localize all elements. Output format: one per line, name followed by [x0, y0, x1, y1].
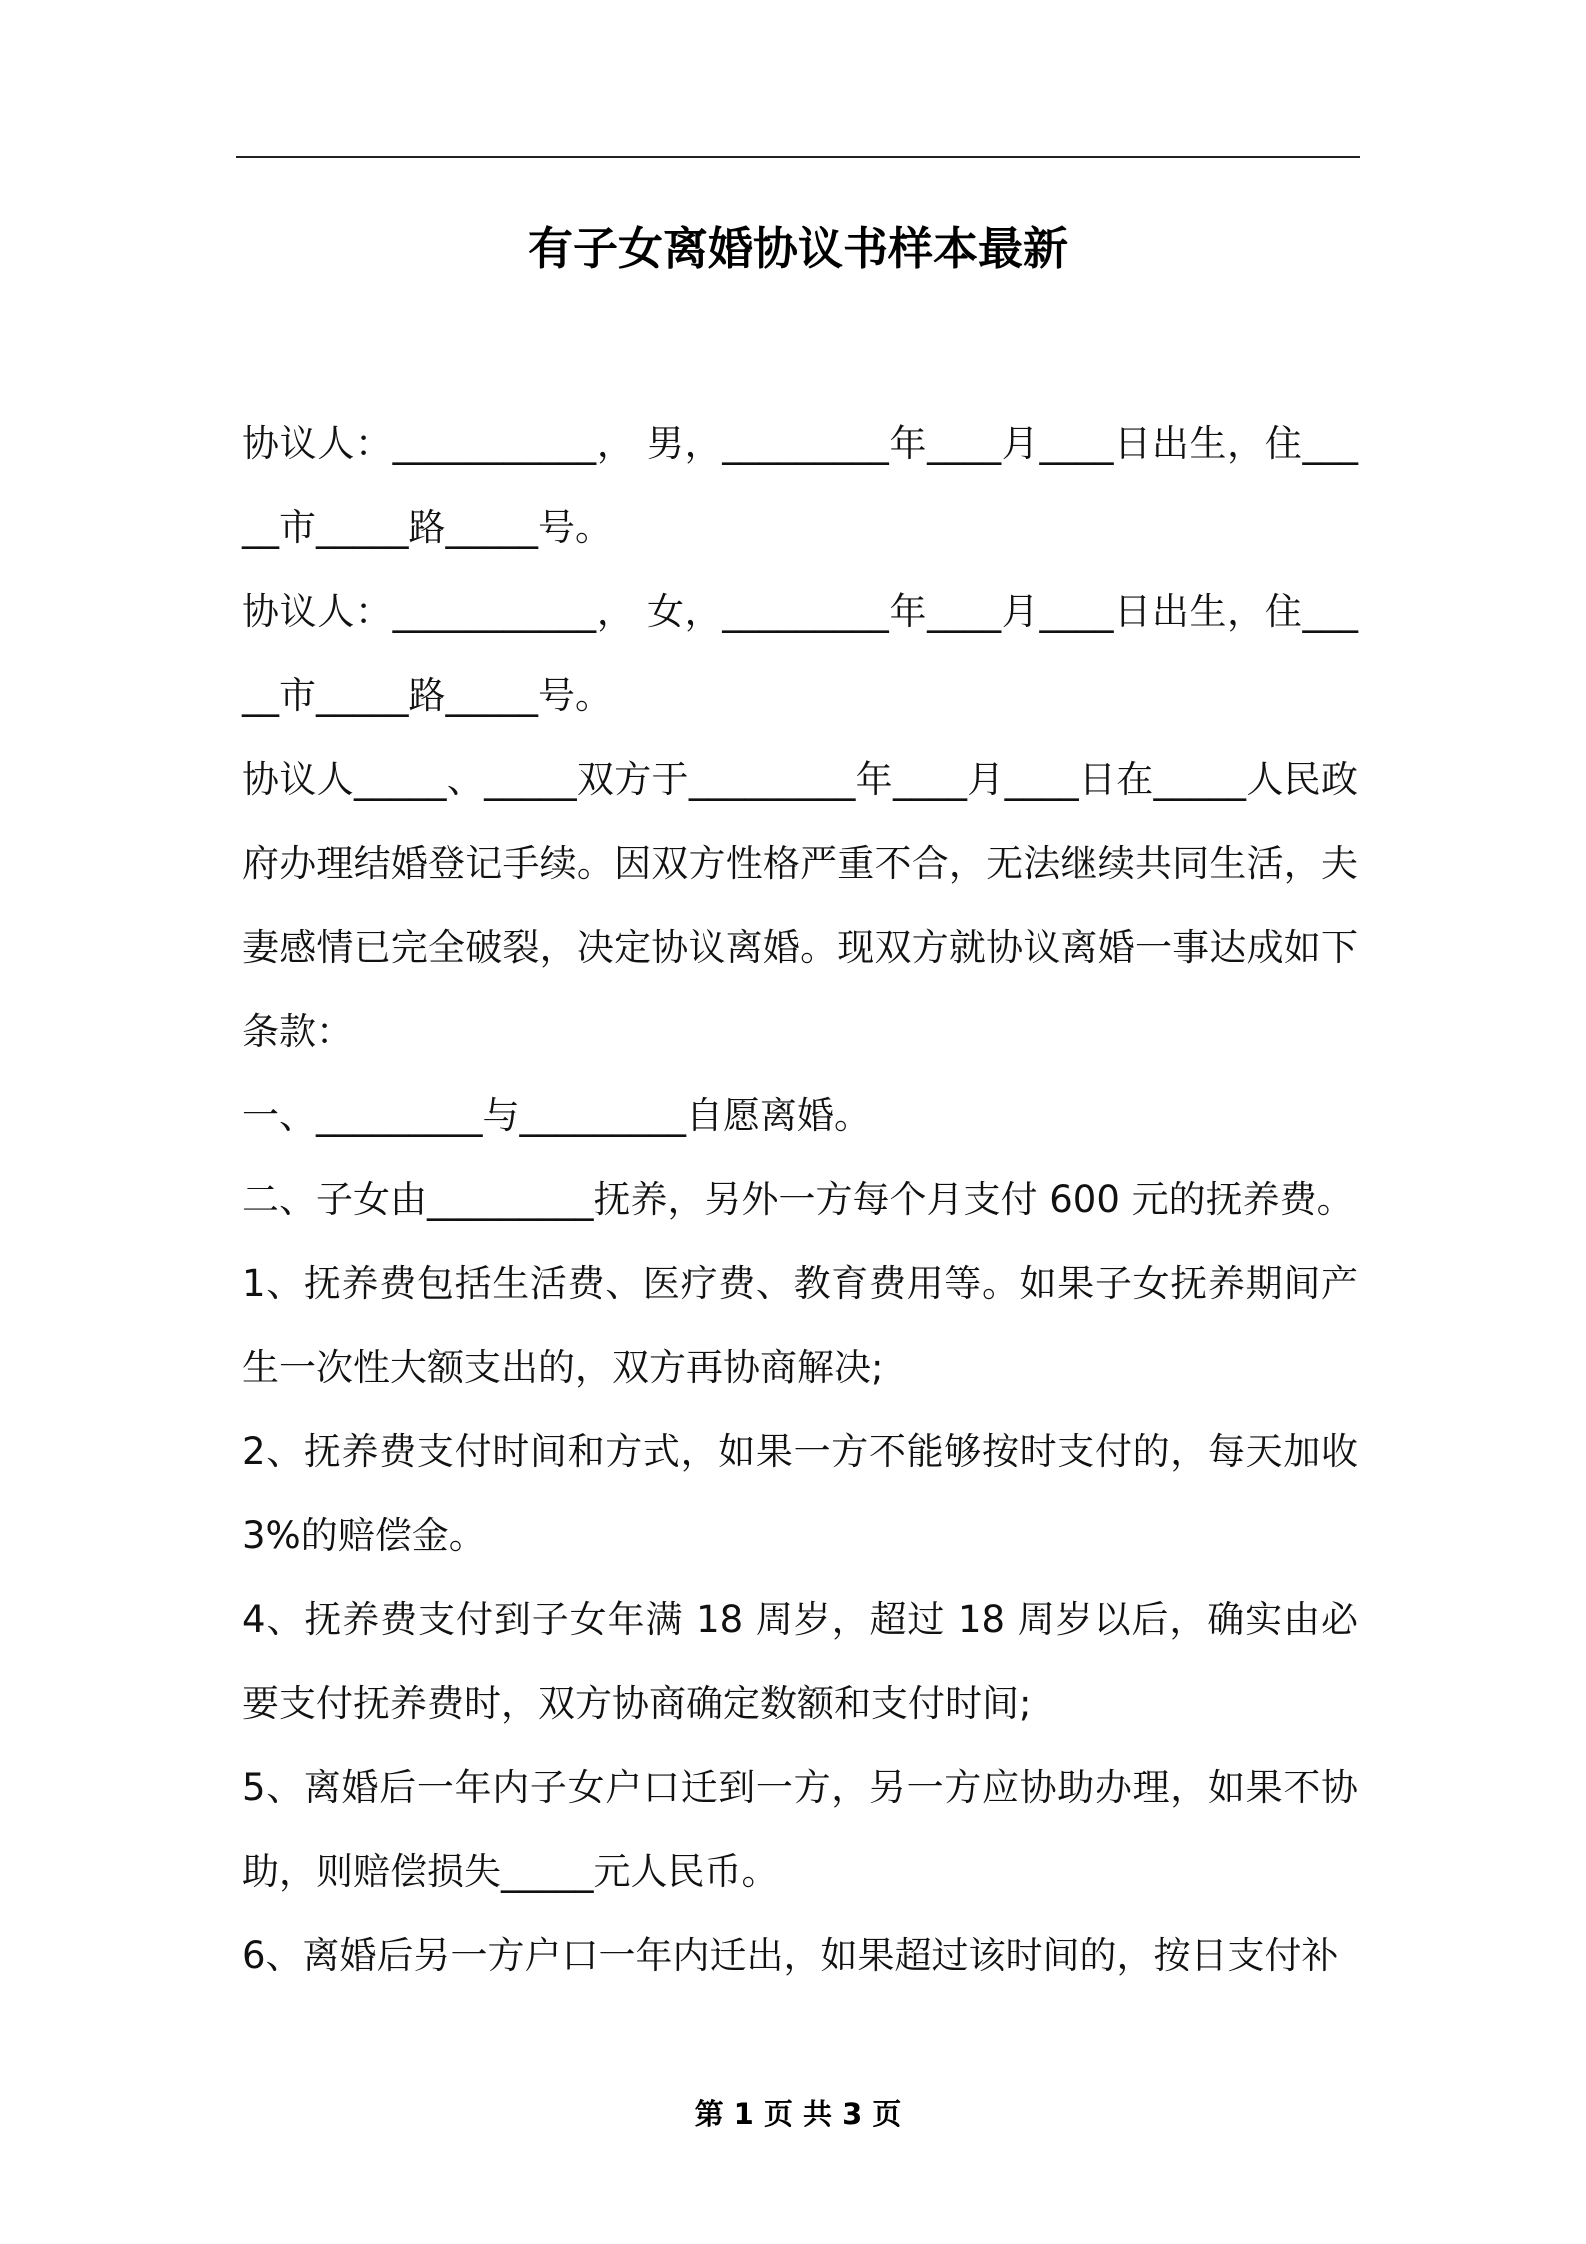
header-rule: [236, 156, 1360, 158]
party-female-paragraph: 协议人：___________， 女，_________年____月____日出生，住_____市_____路_____号。: [242, 590, 1358, 717]
item-2-paragraph: 2、抚养费支付时间和方式，如果一方不能够按时支付的，每天加收 3%的赔偿金。: [242, 1430, 1358, 1557]
clause-1-paragraph: 一、_________与_________自愿离婚。: [242, 1094, 871, 1137]
party-male-paragraph: 协议人：___________， 男，_________年____月____日出生，住_____市_____路_____号。: [242, 422, 1358, 549]
preamble-paragraph: 协议人_____、_____双方于_________年____月____日在_____人民政府办理结婚登记手续。因双方性格严重不合，无法继续共同生活，夫妻感情已完全破裂，决定协议离婚。现双方就协议离婚一事达成如下条款：: [242, 758, 1358, 1053]
item-1-paragraph: 1、抚养费包括生活费、医疗费、教育费用等。如果子女抚养期间产生一次性大额支出的，双方再协商解决;: [242, 1262, 1358, 1389]
document-title: 有子女离婚协议书样本最新: [527, 222, 1068, 275]
clause-2-paragraph: 二、子女由_________抚养，另外一方每个月支付 600 元的抚养费。: [242, 1178, 1354, 1221]
page-number-footer: 第 1 页 共 3 页: [694, 2097, 902, 2131]
item-5-paragraph: 5、离婚后一年内子女户口迁到一方，另一方应协助办理，如果不协助，则赔偿损失_____元人民币。: [242, 1766, 1358, 1893]
item-4-paragraph: 4、抚养费支付到子女年满 18 周岁，超过 18 周岁以后，确实由必要支付抚养费时，双方协商确定数额和支付时间;: [242, 1598, 1358, 1725]
document-body: [242, 402, 1358, 1998]
item-6-paragraph: 6、离婚后另一方户口一年内迁出，如果超过该时间的，按日支付补: [242, 1934, 1339, 1977]
